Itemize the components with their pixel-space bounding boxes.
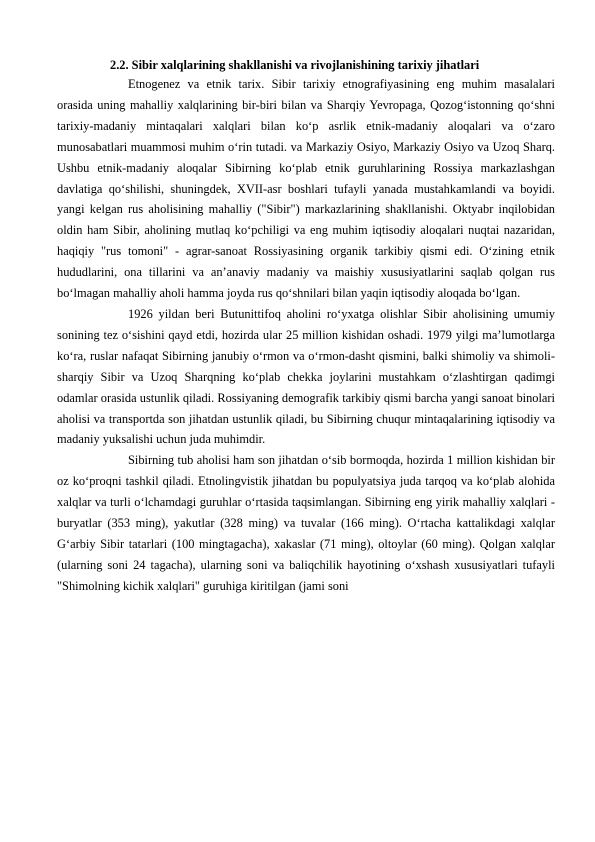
paragraph-indigenous-peoples: Sibirning tub aholisi ham son jihatdan oʻsib bormoqda, hozirda 1 million kishidan bir oz koʻproqni tashkil qiladi. Etnolingvistik jihatdan bu populyatsiya juda tarqoq va koʻplab alohida xalqlar va turli oʻlchamdagi guruhlar oʻrtasida taqsimlangan. Sibirning eng yirik mahalliy xalqlari - buryatlar (353 ming), yakutlar (328 ming) va tuvalar (166 ming). Oʻrtacha kattalikdagi xalqlar Gʻarbiy Sibir tatarlari (100 mingtagacha), xakaslar (71 ming), oltoylar (60 ming). Qolgan xalqlar (ularning soni 24 tagacha), ularning soni va baliqchilik hayotining oʻxshash xususiyatlari tufayli "Shimolning kichik xalqlari" guruhiga kiritilgan (jami soni [57, 453, 555, 593]
paragraph-ethnogenesis: Etnogenez va etnik tarix. Sibir tarixiy etnografiyasining eng muhim masalalari orasida uning mahalliy xalqlarining bir-biri bilan va Sharqiy Yevropaga, Qozogʻistonning qoʻshni tarixiy-madaniy mintaqalari xalqlari bilan koʻp asrlik etnik-madaniy aloqalari va oʻzaro munosabatlari muammosi muhim oʻrin tutadi. va Markaziy Osiyo, Markaziy Osiyo va Uzoq Sharq. Ushbu etnik-madaniy aloqalar Sibirning koʻplab etnik guruhlarining Rossiya markazlashgan davlatiga qoʻshilishi, shuningdek, XVII-asr boshlari tufayli yanada mustahkamlandi va boyidi. yangi kelgan rus aholisining mahalliy ("Sibir") markazlarining shakllanishi. Oktyabr inqilobidan oldin ham Sibir, aholining mutlaq koʻpchiligi va eng muhim iqtisodiy aloqalari nuqtai nazaridan, haqiqiy "rus tomoni" - agrar-sanoat Rossiyasining organik tarkibiy qismi edi. Oʻzining etnik hududlarini, ona tillarini va an’anaviy madaniy va maishiy xususiyatlarini saqlab qolgan rus boʻlmagan mahalliy aholi hamma joyda rus qoʻshnilari bilan yaqin iqtisodiy aloqada boʻlgan. [57, 77, 555, 301]
paragraph-population-census: 1926 yildan beri Butunittifoq aholini roʻyxatga olishlar Sibir aholisining umumiy sonining tez oʻsishini qayd etdi, hozirda ular 25 million kishidan oshadi. 1979 yilgi ma’lumotlarga koʻra, ruslar nafaqat Sibirning janubiy oʻrmon va oʻrmon-dasht qismini, balki shimoliy va shimoli-sharqiy Sibir va Uzoq Sharqning koʻplab chekka joylarini mustahkam oʻzlashtirgan qadimgi odamlar orasida ustunlik qiladi. Rossiyaning demografik tarkibiy qismi barcha yangi sanoat binolari aholisi va transportda son jihatdan ustunlik qiladi, bu Sibirning chuqur mintaqalarining iqtisodiy va madaniy yuksalishi uchun juda muhimdir. [57, 306, 555, 447]
section-heading: 2.2. Sibir xalqlarining shakllanishi va rivojlanishining tarixiy jihatlari [110, 58, 480, 72]
body-text [57, 74, 555, 597]
